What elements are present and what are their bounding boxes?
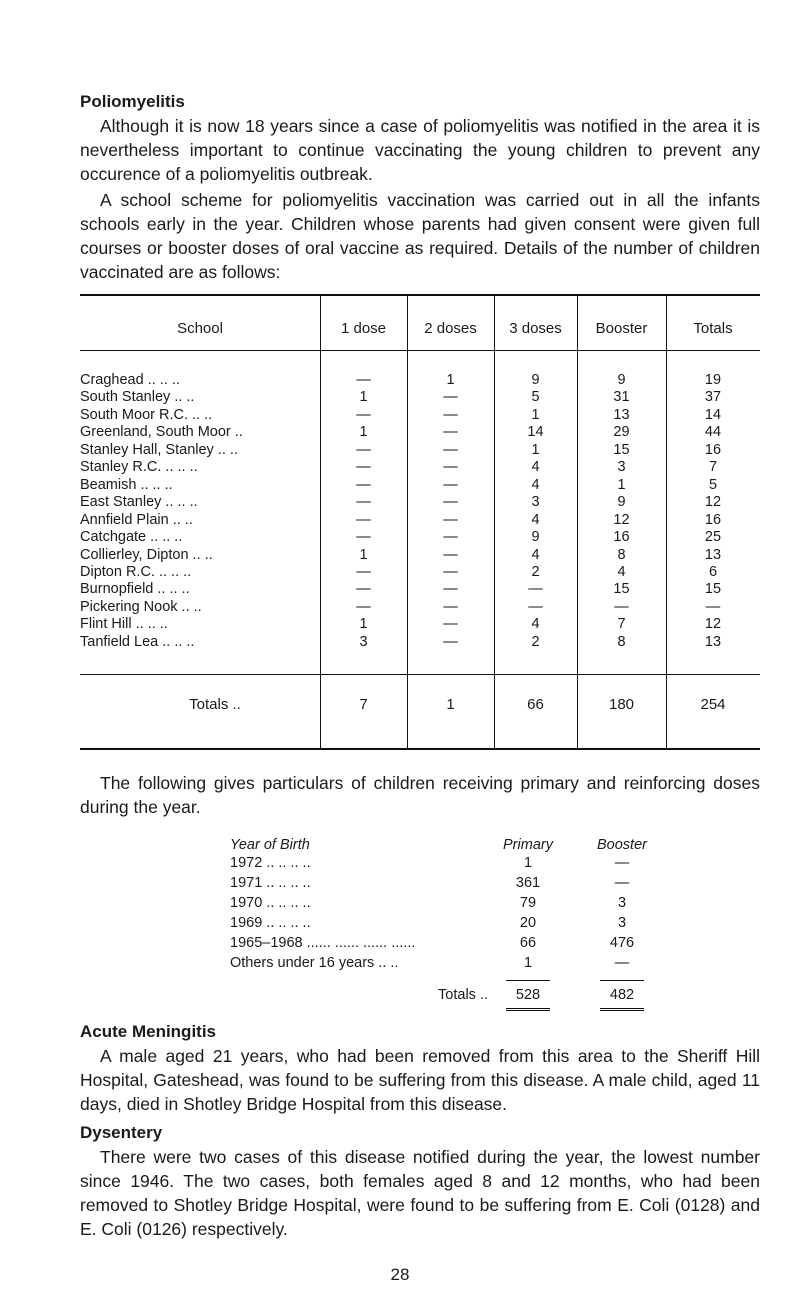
cell-booster: 29	[613, 424, 630, 441]
table-row	[80, 512, 760, 529]
table2-row	[230, 874, 750, 892]
sum-rule	[600, 980, 644, 981]
school-name: Annfield Plain .. ..	[80, 511, 193, 528]
double-rule	[506, 1008, 550, 1011]
cell-booster: 8	[617, 546, 626, 563]
header-3-doses: 3 doses	[509, 320, 562, 337]
cell-total: 13	[704, 546, 722, 563]
cell-d1: 1	[359, 546, 368, 563]
cell-total: 37	[704, 389, 722, 406]
booster-count: 3	[617, 895, 627, 911]
school-name: South Moor R.C. .. ..	[80, 406, 213, 423]
booster-count: —	[614, 855, 630, 871]
header-school: School	[177, 320, 223, 337]
polio-paragraph-2: A school scheme for poliomyelitis vaccination was carried out in all the infants schools early in the year. Children whose parents had given consent were given full courses or booster doses of oral vaccine as required. Details of the number of children vaccinated are as follows:	[80, 190, 760, 282]
totals-3-doses: 66	[527, 696, 544, 713]
header-booster-2: Booster	[597, 837, 647, 853]
cell-booster: 8	[617, 633, 626, 650]
header-divider	[80, 350, 760, 351]
booster-count: —	[614, 875, 630, 891]
cell-total: 7	[708, 459, 718, 476]
cell-booster: —	[614, 598, 629, 615]
table2-row	[230, 914, 750, 932]
cell-booster: 7	[617, 616, 626, 633]
cell-total: 25	[704, 529, 722, 546]
school-name: Pickering Nook .. ..	[80, 598, 202, 615]
sum-rule	[506, 980, 550, 981]
cell-d1: —	[356, 563, 371, 580]
table-row	[80, 581, 760, 598]
cell-d2: —	[443, 633, 458, 650]
cell-d2: 1	[446, 372, 455, 388]
cell-d2: —	[443, 494, 458, 511]
table-row	[80, 407, 760, 424]
year-of-birth: 1971 .. .. .. ..	[230, 875, 311, 891]
school-name: Burnopfield .. .. ..	[80, 581, 190, 598]
meningitis-paragraph: A male aged 21 years, who had been removed from this area to the Sheriff Hill Hospital, Gateshead, was found to be suffering from this disease. A male child, aged 11 days, died in Shotley Bridge Hospital from this disease.	[80, 1046, 760, 1114]
table-row	[80, 459, 760, 476]
table-row	[80, 529, 760, 546]
cell-d1: —	[356, 581, 371, 598]
cell-d3: 4	[531, 546, 540, 563]
cell-d3: 9	[531, 529, 540, 546]
table-row	[80, 634, 760, 651]
year-of-birth: 1965–1968 ...... ...... ...... ......	[230, 935, 416, 951]
totals-1-dose: 7	[359, 696, 368, 713]
cell-booster: 31	[613, 389, 630, 406]
cell-total: 12	[704, 494, 722, 511]
school-name: East Stanley .. .. ..	[80, 494, 198, 511]
primary-count: 1	[523, 855, 533, 871]
page-number: 28	[390, 1265, 410, 1284]
cell-total: 13	[704, 633, 722, 650]
following-paragraph: The following gives particulars of children receiving primary and reinforcing doses during the year.	[80, 773, 760, 817]
cell-d2: —	[443, 459, 458, 476]
cell-d3: 4	[531, 511, 540, 528]
cell-d3: 3	[531, 494, 540, 511]
primary-count: 1	[523, 955, 533, 971]
header-totals: Totals	[693, 320, 733, 337]
cell-d1: 1	[359, 389, 368, 406]
cell-total: 16	[704, 441, 722, 458]
booster-count: —	[614, 955, 630, 971]
cell-d1: —	[356, 459, 371, 476]
primary-count: 79	[519, 895, 537, 911]
school-name: Beamish .. .. ..	[80, 476, 173, 493]
year-of-birth: 1972 .. .. .. ..	[230, 855, 311, 871]
cell-d3: 4	[531, 616, 540, 633]
cell-d2: —	[443, 476, 458, 493]
school-name: Greenland, South Moor ..	[80, 424, 243, 441]
header-primary: Primary	[503, 837, 553, 853]
cell-d1: 3	[359, 633, 368, 650]
cell-total: 12	[704, 616, 722, 633]
poliomyelitis-heading: Poliomyelitis	[80, 92, 185, 111]
cell-d3: 5	[531, 389, 540, 406]
polio-paragraph-1: Although it is now 18 years since a case of poliomyelitis was notified in the area it is nevertheless important to continue vaccinating the young children to prevent any occurence of a poliomyelitis outbreak.	[80, 116, 760, 184]
cell-d1: 1	[359, 616, 368, 633]
cell-booster: 1	[617, 476, 626, 493]
dysentery-paragraph: There were two cases of this disease notified during the year, the lowest number since 1946. The two cases, both females aged 8 and 12 months, who had been removed to Shotley Bridge Hospital, were found to be suffering from E. Coli (0128) and E. Coli (0126) respectively.	[80, 1147, 760, 1239]
header-year-of-birth: Year of Birth	[230, 837, 310, 853]
cell-d2: —	[443, 406, 458, 423]
double-rule	[600, 1008, 644, 1011]
cell-d3: 2	[531, 633, 540, 650]
cell-total: 19	[704, 372, 722, 388]
table2-row	[230, 854, 750, 872]
cell-d3: 1	[531, 406, 540, 423]
cell-total: 15	[704, 581, 722, 598]
school-name: Collierley, Dipton .. ..	[80, 546, 213, 563]
cell-d1: —	[356, 511, 371, 528]
totals-2-doses: 1	[446, 696, 455, 713]
totals-divider	[80, 674, 760, 675]
cell-total: 44	[704, 424, 722, 441]
cell-booster: 15	[613, 581, 630, 598]
table2-totals-label: Totals ..	[438, 987, 488, 1003]
table-row	[80, 616, 760, 633]
table2-totals-primary: 528	[515, 987, 541, 1003]
cell-d2: —	[443, 389, 458, 406]
cell-d2: —	[443, 563, 458, 580]
table2-row	[230, 894, 750, 912]
cell-d1: 1	[359, 424, 368, 441]
table-row	[80, 442, 760, 459]
year-of-birth: 1969 .. .. .. ..	[230, 915, 311, 931]
cell-total: 14	[704, 406, 722, 423]
table-row	[80, 494, 760, 511]
cell-d2: —	[443, 598, 458, 615]
cell-total: 6	[708, 563, 718, 580]
cell-d3: 2	[531, 563, 540, 580]
year-of-birth: Others under 16 years .. ..	[230, 955, 399, 971]
cell-d3: 9	[531, 372, 540, 388]
table-row	[80, 424, 760, 441]
school-name: Tanfield Lea .. .. ..	[80, 633, 195, 650]
cell-d2: —	[443, 529, 458, 546]
cell-d1: —	[356, 598, 371, 615]
cell-d3: 4	[531, 476, 540, 493]
cell-d1: —	[356, 406, 371, 423]
vaccination-table	[80, 294, 760, 750]
primary-count: 20	[519, 915, 537, 931]
cell-d2: —	[443, 616, 458, 633]
totals-booster: 180	[608, 696, 635, 713]
cell-d2: —	[443, 581, 458, 598]
cell-booster: 16	[613, 529, 630, 546]
header-1-dose: 1 dose	[340, 320, 387, 337]
school-name: Stanley Hall, Stanley .. ..	[80, 441, 238, 458]
school-name: South Stanley .. ..	[80, 389, 195, 406]
table2-totals-booster: 482	[609, 987, 635, 1003]
table-row	[80, 477, 760, 494]
year-of-birth: 1970 .. .. .. ..	[230, 895, 311, 911]
booster-count: 3	[617, 915, 627, 931]
cell-d1: —	[356, 494, 371, 511]
cell-total: 5	[708, 476, 718, 493]
school-name: Flint Hill .. .. ..	[80, 616, 168, 633]
cell-d1: —	[356, 372, 371, 388]
dysentery-heading: Dysentery	[80, 1123, 163, 1142]
school-name: Dipton R.C. .. .. ..	[80, 563, 192, 580]
cell-booster: 15	[613, 441, 630, 458]
cell-d1: —	[356, 476, 371, 493]
table-row	[80, 564, 760, 581]
table2-header	[230, 836, 750, 854]
table-row	[80, 547, 760, 564]
cell-d3: 4	[531, 459, 540, 476]
cell-d3: —	[528, 598, 543, 615]
cell-d1: —	[356, 441, 371, 458]
cell-d2: —	[443, 546, 458, 563]
cell-total: —	[705, 598, 721, 615]
cell-d3: 14	[527, 424, 544, 441]
school-name: Craghead .. .. ..	[80, 372, 180, 388]
primary-count: 361	[515, 875, 541, 891]
school-name: Stanley R.C. .. .. ..	[80, 459, 198, 476]
table-row	[80, 372, 760, 389]
cell-d2: —	[443, 511, 458, 528]
cell-d3: 1	[531, 441, 540, 458]
table2-row	[230, 934, 750, 952]
cell-booster: 9	[617, 372, 626, 388]
cell-booster: 4	[617, 563, 626, 580]
primary-count: 66	[519, 935, 537, 951]
table-row	[80, 599, 760, 616]
cell-d3: —	[528, 581, 543, 598]
cell-d1: —	[356, 529, 371, 546]
table-row	[80, 389, 760, 406]
school-name: Catchgate .. .. ..	[80, 529, 183, 546]
cell-booster: 12	[613, 511, 630, 528]
cell-total: 16	[704, 511, 722, 528]
header-booster: Booster	[595, 320, 648, 337]
table2-row	[230, 954, 750, 972]
table2-totals-row	[230, 986, 750, 1004]
totals-label: Totals ..	[189, 696, 241, 713]
totals-total: 254	[700, 696, 726, 713]
cell-booster: 9	[617, 494, 626, 511]
cell-booster: 3	[617, 459, 626, 476]
cell-d2: —	[443, 424, 458, 441]
booster-count: 476	[609, 935, 635, 951]
header-2-doses: 2 doses	[424, 320, 477, 337]
cell-booster: 13	[613, 406, 630, 423]
meningitis-heading: Acute Meningitis	[80, 1022, 217, 1041]
cell-d2: —	[443, 441, 458, 458]
